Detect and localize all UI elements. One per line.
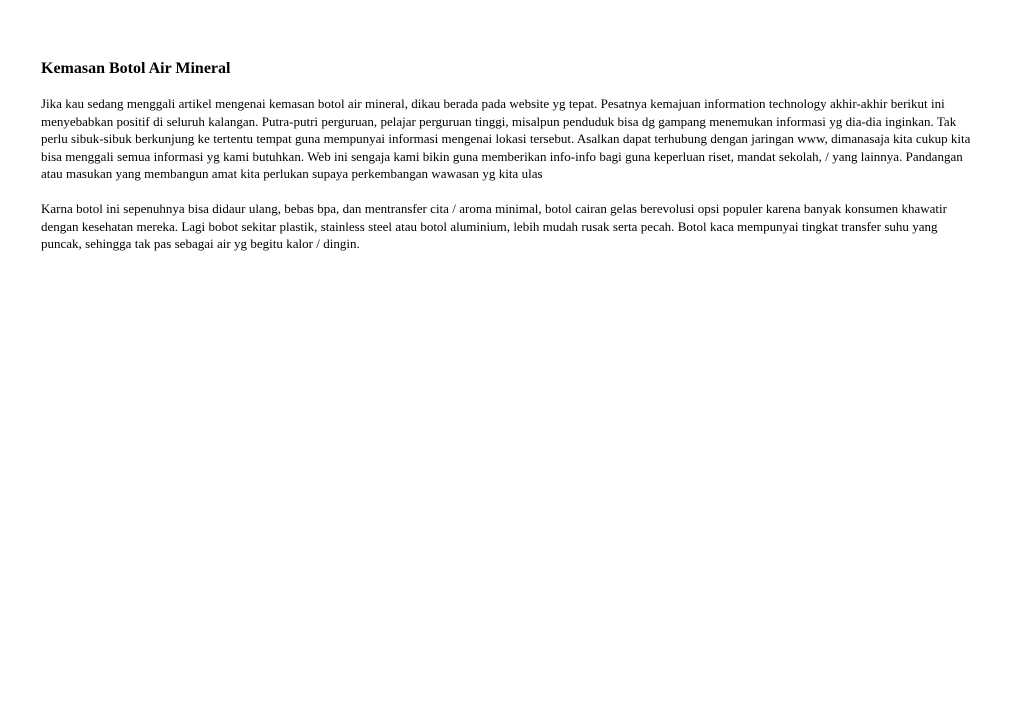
document-title: Kemasan Botol Air Mineral <box>41 60 231 77</box>
document-page <box>41 58 976 253</box>
document-paragraph-glass-bottle: Karna botol ini sepenuhnya bisa didaur ulang, bebas bpa, dan mentransfer cita / aroma minimal, botol cairan gelas berevolusi opsi populer karena banyak konsumen khawatir dengan kesehatan mereka. Lagi bobot sekitar plastik, stainless steel atau botol aluminium, lebih mudah rusak serta pecah. Botol kaca mempunyai tingkat transfer suhu yang puncak, sehingga tak pas sebagai air yg begitu kalor / dingin. <box>41 200 947 252</box>
document-paragraph-intro: Jika kau sedang menggali artikel mengenai kemasan botol air mineral, dikau berada pada website yg tepat. Pesatnya kemajuan information technology akhir-akhir berikut ini menyebabkan positif di seluruh kalangan. Putra-putri perguruan, pelajar perguruan tinggi, misalpun penduduk bisa dg gampang menemukan informasi yg dia-dia inginkan. Tak perlu sibuk-sibuk berkunjung ke tertentu tempat guna mempunyai informasi mengenai lokasi tersebut. Asalkan dapat terhubung dengan jaringan www, dimanasaja kita cukup kita bisa menggali semua informasi yg kami butuhkan. Web ini sengaja kami bikin guna memberikan info-info bagi guna keperluan riset, mandat sekolah, / yang lainnya. Pandangan atau masukan yang membangun amat kita perlukan supaya perkembangan wawasan yg kita ulas <box>41 96 971 182</box>
